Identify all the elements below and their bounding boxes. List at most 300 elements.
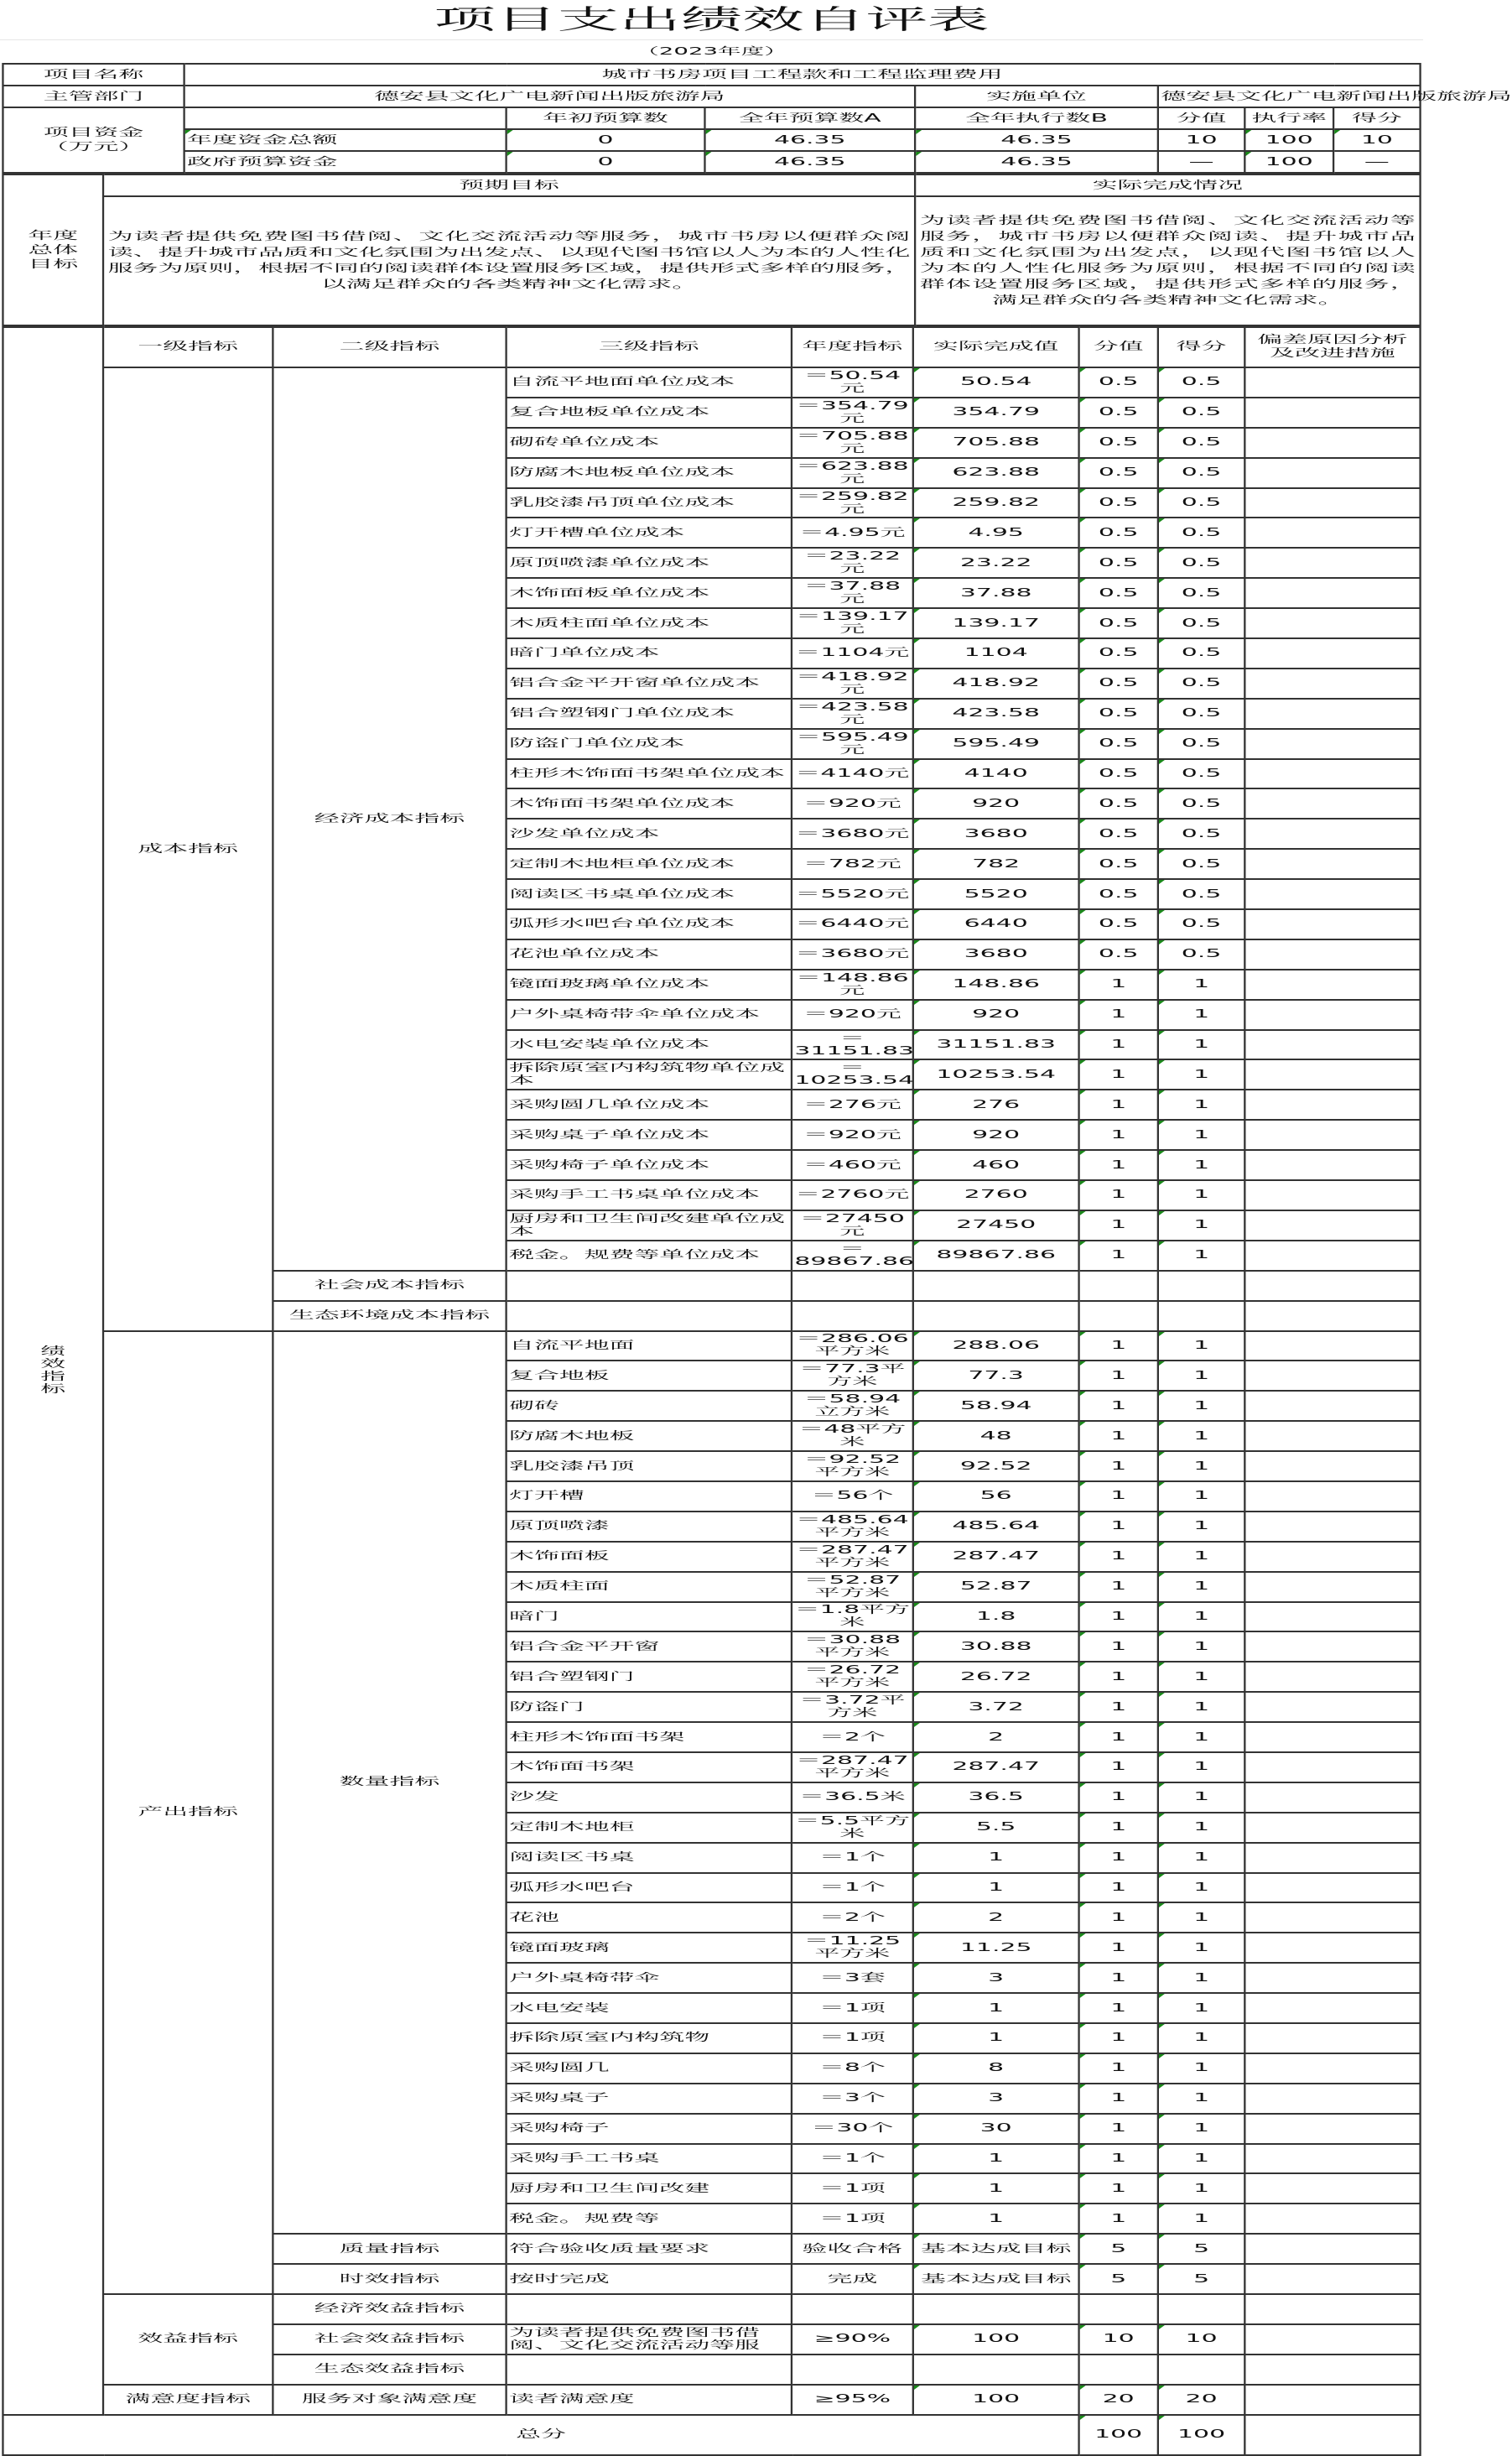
deviation-note	[1244, 1331, 1420, 1361]
score-got: 0.5	[1158, 939, 1244, 970]
score-value: 1	[1079, 1059, 1158, 1090]
actual-value: 3680	[913, 939, 1079, 970]
annual-target-text: ＝11.25平方米	[803, 1935, 901, 1961]
annual-target-text: ＝287.47平方米	[796, 1754, 909, 1780]
score-got: 5	[1158, 2234, 1244, 2264]
funds-header: 全年执行数B	[915, 107, 1158, 129]
score-got: 5	[1158, 2264, 1244, 2294]
actual-value: 37.88	[913, 578, 1079, 608]
project-name: 城市书房项目工程款和工程监理费用	[184, 64, 1421, 86]
level3-indicator-text: 采购桌子	[509, 2092, 610, 2105]
expected-goal-text: 为读者提供免费图书借阅、文化交流活动等服务，城市书房以便群众阅读、提升城市品质和文化氛围为出发点、以现代图书馆以人为本的人性化服务为原则，根据不同的阅读群体设置服务区域，提供形式多样的服务，以满足群众的各类精神文化需求。	[103, 196, 915, 325]
level3-indicator-text: 镜面玻璃单位成本	[509, 978, 710, 991]
funds-row-gov	[3, 151, 1420, 173]
deviation-note	[1244, 1030, 1420, 1060]
indicator-header	[273, 327, 506, 367]
level3-indicator-text: 自流平地面	[509, 1339, 635, 1352]
empty-cell	[792, 1301, 913, 1331]
deviation-note	[1244, 1662, 1420, 1692]
funds-row-label: 政府预算资金	[184, 151, 507, 173]
total-score-value: 100	[1079, 2415, 1158, 2455]
score-got: 1	[1158, 1602, 1244, 1632]
level3-indicator-text: 木饰面书架	[509, 1761, 635, 1774]
level3-indicator-text: 砌砖	[509, 1399, 559, 1413]
deviation-note	[1244, 428, 1420, 458]
actual-value: 3	[913, 2084, 1079, 2114]
deviation-note	[1244, 2053, 1420, 2084]
score-got: 0.5	[1158, 879, 1244, 909]
empty-cell	[507, 1271, 792, 1301]
score-value: 1	[1079, 2023, 1158, 2053]
annual-target	[792, 1180, 913, 1210]
annual-target	[792, 2053, 913, 2084]
annual-target	[792, 1150, 913, 1180]
score-got: 0.5	[1158, 729, 1244, 759]
score-got: 1	[1158, 1512, 1244, 1542]
annual-target	[792, 1059, 913, 1090]
deviation-note	[1244, 1602, 1420, 1632]
deviation-note	[1244, 729, 1420, 759]
level3-indicator	[507, 1662, 792, 1692]
annual-target	[792, 1963, 913, 1993]
level2-indicator: 服务对象满意度	[273, 2385, 506, 2415]
level3-indicator-text: 阅读区书桌单位成本	[509, 887, 735, 901]
score-value: 0.5	[1079, 939, 1158, 970]
level3-indicator-text: 原顶喷漆单位成本	[509, 556, 710, 570]
annual-target	[792, 458, 913, 488]
annual-target-text: ＝1个	[818, 1851, 886, 1865]
level3-indicator-text: 乳胶漆吊顶单位成本	[509, 497, 735, 509]
annual-target-text: ＝ 31151.83	[794, 1032, 915, 1058]
level3-indicator-text: 镜面玻璃	[509, 1941, 610, 1954]
actual-value: 30	[913, 2114, 1079, 2144]
actual-value: 26.72	[913, 1662, 1079, 1692]
annual-target-text: ＝276元	[803, 1098, 901, 1111]
score-value: 0.5	[1079, 458, 1158, 488]
goals-label-text: 年度总体目标	[28, 229, 79, 271]
deviation-note	[1244, 1631, 1420, 1662]
funds-row-label: 年度资金总额	[184, 129, 507, 151]
level3-indicator	[507, 1180, 792, 1210]
level3-indicator	[507, 939, 792, 970]
annual-target-text: ＝26.72平方米	[803, 1664, 901, 1690]
actual-value: 418.92	[913, 669, 1079, 699]
deviation-note	[1244, 1993, 1420, 2023]
score-value: 1	[1079, 1421, 1158, 1451]
deviation-note	[1244, 759, 1420, 789]
level3-indicator-text: 采购手工书桌单位成本	[509, 1189, 761, 1202]
actual-value: 5.5	[913, 1813, 1079, 1843]
level3-indicator-text: 户外桌椅带伞	[509, 1971, 660, 1985]
annual-target	[792, 2144, 913, 2174]
score-got: 10	[1158, 2324, 1244, 2355]
deviation-note	[1244, 939, 1420, 970]
actual-value: 460	[913, 1150, 1079, 1180]
actual-value: 4140	[913, 759, 1079, 789]
level3-indicator-text: 弧形水吧台	[509, 1881, 635, 1894]
level3-indicator	[507, 2023, 792, 2053]
funds-header: 分值	[1158, 107, 1244, 129]
dept-value: 德安县文化广电新闻出版旅游局	[184, 86, 916, 107]
level1-indicator: 产出指标	[103, 1331, 273, 2295]
score-value: 1	[1079, 1241, 1158, 1271]
deviation-note	[1244, 1782, 1420, 1813]
score-value: 1	[1079, 1180, 1158, 1210]
annual-target	[792, 788, 913, 819]
level3-indicator	[507, 1120, 792, 1150]
empty-cell	[1079, 1271, 1158, 1301]
empty-cell	[792, 2355, 913, 2385]
funds-annual: 46.35	[704, 129, 915, 151]
score-value: 5	[1079, 2264, 1158, 2294]
annual-target-text: ＝3个	[818, 2092, 886, 2105]
empty-cell	[1244, 1301, 1420, 1331]
actual-value: 100	[913, 2385, 1079, 2415]
level3-indicator-text: 弧形水吧台单位成本	[509, 918, 735, 931]
annual-target-text: ＝2个	[818, 1911, 886, 1924]
indicator-header	[507, 327, 792, 367]
annual-target-text: ≥95%	[813, 2393, 891, 2407]
annual-target	[792, 879, 913, 909]
deviation-note	[1244, 2204, 1420, 2234]
score-got: 1	[1158, 1241, 1244, 1271]
actual-value: 920	[913, 1120, 1079, 1150]
level3-indicator	[507, 1481, 792, 1512]
level3-indicator	[507, 1572, 792, 1602]
level3-indicator	[507, 788, 792, 819]
level3-indicator	[507, 1331, 792, 1361]
level1-indicator: 成本指标	[103, 367, 273, 1331]
empty-cell	[507, 2355, 792, 2385]
deviation-note	[1244, 2324, 1420, 2355]
annual-target	[792, 518, 913, 548]
level3-indicator	[507, 2264, 792, 2294]
deviation-note	[1244, 638, 1420, 669]
empty-cell	[1244, 1271, 1420, 1301]
actual-value: 2760	[913, 1180, 1079, 1210]
indicator-header-text: 偏差原因分析及改进措施	[1257, 334, 1408, 360]
score-value: 1	[1079, 2084, 1158, 2114]
level3-indicator	[507, 669, 792, 699]
score-got: 1	[1158, 1662, 1244, 1692]
total-note	[1244, 2415, 1420, 2455]
score-value: 1	[1079, 1813, 1158, 1843]
deviation-note	[1244, 398, 1420, 428]
level3-indicator-text: 防盗门	[509, 1700, 585, 1714]
level3-indicator	[507, 1993, 792, 2023]
annual-target-text: ＝30.88平方米	[803, 1634, 901, 1660]
dept-label: 主管部门	[3, 86, 184, 107]
score-value: 1	[1079, 1512, 1158, 1542]
level3-indicator	[507, 2144, 792, 2174]
annual-target-text: ＝27450元	[799, 1212, 905, 1238]
annual-target-text: ＝148.86元	[796, 971, 909, 997]
actual-value: 56	[913, 1481, 1079, 1512]
deviation-note	[1244, 1873, 1420, 1903]
deviation-note	[1244, 2023, 1420, 2053]
actual-value: 623.88	[913, 458, 1079, 488]
annual-target-text: ＝287.47平方米	[796, 1543, 909, 1569]
score-value: 0.5	[1079, 518, 1158, 548]
level2-indicator: 生态效益指标	[273, 2355, 506, 2385]
actual-value: 23.22	[913, 548, 1079, 578]
score-got: 0.5	[1158, 638, 1244, 669]
annual-target	[792, 548, 913, 578]
score-got: 0.5	[1158, 699, 1244, 729]
score-value: 0.5	[1079, 548, 1158, 578]
annual-target-text: ＝920元	[803, 1128, 901, 1142]
deviation-note	[1244, 2385, 1420, 2415]
annual-target	[792, 819, 913, 849]
annual-target	[792, 638, 913, 669]
level2-indicator: 质量指标	[273, 2234, 506, 2264]
score-got: 0.5	[1158, 458, 1244, 488]
level3-indicator-text: 定制木地柜	[509, 1821, 635, 1834]
expected-goal-header: 预期目标	[103, 174, 915, 196]
level3-indicator	[507, 428, 792, 458]
annual-target-text: ＝595.49元	[796, 731, 909, 757]
actual-value: 1	[913, 2204, 1079, 2234]
annual-target	[792, 2084, 913, 2114]
annual-target-text: ≥90%	[813, 2333, 891, 2346]
level3-indicator	[507, 1451, 792, 1481]
score-got: 1	[1158, 1873, 1244, 1903]
annual-target	[792, 1813, 913, 1843]
total-score-got: 100	[1158, 2415, 1244, 2455]
score-value: 1	[1079, 1210, 1158, 1241]
level3-indicator-text: 花池单位成本	[509, 948, 660, 961]
score-value: 1	[1079, 970, 1158, 1000]
level3-indicator-text: 灯开槽	[509, 1490, 585, 1503]
deviation-note	[1244, 2173, 1420, 2204]
actual-value: 5520	[913, 879, 1079, 909]
annual-target	[792, 1542, 913, 1572]
annual-target-text: ＝50.54元	[803, 369, 901, 395]
actual-value: 1.8	[913, 1602, 1079, 1632]
score-value: 1	[1079, 1843, 1158, 1873]
indicator-header	[913, 327, 1079, 367]
annual-target	[792, 759, 913, 789]
score-got: 0.5	[1158, 578, 1244, 608]
level3-indicator-text: 暗门单位成本	[509, 647, 660, 660]
score-got: 1	[1158, 2144, 1244, 2174]
annual-target	[792, 1902, 913, 1933]
level3-indicator	[507, 548, 792, 578]
level3-indicator	[507, 970, 792, 1000]
level3-indicator-text: 按时完成	[509, 2272, 610, 2286]
annual-target	[792, 488, 913, 518]
level3-indicator	[507, 1542, 792, 1572]
level3-indicator	[507, 1933, 792, 1963]
score-got: 0.5	[1158, 488, 1244, 518]
indicator-row	[3, 2385, 1420, 2415]
score-value: 1	[1079, 1572, 1158, 1602]
score-value: 1	[1079, 1451, 1158, 1481]
actual-value: 423.58	[913, 699, 1079, 729]
level3-indicator	[507, 1090, 792, 1120]
total-label: 总分	[3, 2415, 1078, 2455]
score-value: 1	[1079, 1030, 1158, 1060]
indicator-header-text: 一级指标	[138, 341, 238, 353]
empty-cell	[507, 2294, 792, 2324]
indicator-header	[1158, 327, 1244, 367]
score-value: 20	[1079, 2385, 1158, 2415]
funds-score: —	[1333, 151, 1421, 173]
deviation-note	[1244, 1451, 1420, 1481]
annual-target	[792, 1030, 913, 1060]
annual-target	[792, 729, 913, 759]
annual-target-text: ＝920元	[803, 1008, 901, 1022]
score-got: 1	[1158, 1451, 1244, 1481]
score-value: 0.5	[1079, 638, 1158, 669]
level3-indicator-text: 自流平地面单位成本	[509, 376, 735, 389]
score-value: 1	[1079, 1662, 1158, 1692]
actual-value: 288.06	[913, 1331, 1079, 1361]
indicator-header-text: 三级指标	[598, 341, 699, 353]
level3-indicator	[507, 1150, 792, 1180]
level3-indicator-text: 复合地板	[509, 1369, 610, 1382]
level3-indicator-text: 沙发单位成本	[509, 827, 660, 840]
deviation-note	[1244, 548, 1420, 578]
deviation-note	[1244, 1059, 1420, 1090]
annual-target	[792, 1481, 913, 1512]
funds-score-value: 10	[1158, 129, 1244, 151]
actual-value: 50.54	[913, 367, 1079, 398]
score-value: 0.5	[1079, 729, 1158, 759]
level3-indicator	[507, 367, 792, 398]
level3-indicator-text: 灯开槽单位成本	[509, 526, 685, 539]
funds-label	[3, 107, 184, 173]
deviation-note	[1244, 1090, 1420, 1120]
indicator-header	[1244, 327, 1420, 367]
funds-initial: 0	[507, 129, 705, 151]
level3-indicator-text: 采购椅子单位成本	[509, 1158, 710, 1172]
score-got: 0.5	[1158, 398, 1244, 428]
level3-indicator	[507, 1000, 792, 1030]
indicator-row	[3, 367, 1420, 398]
annual-target	[792, 1210, 913, 1241]
deviation-note	[1244, 1722, 1420, 1752]
score-value: 0.5	[1079, 488, 1158, 518]
empty-cell	[1079, 2294, 1158, 2324]
level3-indicator-text: 为读者提供免费图书借阅、文化交流活动等服	[509, 2326, 761, 2352]
total-row	[3, 2415, 1420, 2455]
funds-exec-rate: 100	[1244, 129, 1333, 151]
deviation-note	[1244, 2084, 1420, 2114]
annual-target-text: ＝1项	[818, 2212, 886, 2225]
annual-target-text: ＝37.88元	[803, 580, 901, 606]
actual-value: 1	[913, 1993, 1079, 2023]
actual-value: 287.47	[913, 1752, 1079, 1782]
actual-value: 276	[913, 1090, 1079, 1120]
impl-value: 德安县文化广电新闻出版旅游局	[1161, 90, 1512, 103]
score-got: 1	[1158, 1421, 1244, 1451]
level3-indicator-text: 暗门	[509, 1610, 559, 1623]
level3-indicator	[507, 2234, 792, 2264]
annual-target	[792, 1120, 913, 1150]
funds-header: 执行率	[1244, 107, 1333, 129]
score-got: 0.5	[1158, 669, 1244, 699]
page-title: 项目支出绩效自评表	[0, 0, 1423, 40]
deviation-note	[1244, 1000, 1420, 1030]
level3-indicator-text: 木质柱面单位成本	[509, 617, 710, 630]
empty-cell	[1244, 2355, 1420, 2385]
score-value: 1	[1079, 1963, 1158, 1993]
deviation-note	[1244, 2264, 1420, 2294]
funds-header: 全年预算数A	[704, 107, 915, 129]
deviation-note	[1244, 1752, 1420, 1782]
score-value: 1	[1079, 1782, 1158, 1813]
level3-indicator-text: 铝合金平开窗单位成本	[509, 677, 761, 690]
annual-target	[792, 398, 913, 428]
deviation-note	[1244, 879, 1420, 909]
annual-target	[792, 1421, 913, 1451]
deviation-note	[1244, 819, 1420, 849]
annual-target-text: ＝139.17元	[796, 611, 909, 637]
actual-value: 36.5	[913, 1782, 1079, 1813]
score-value: 0.5	[1079, 669, 1158, 699]
annual-target-text: ＝1项	[818, 2001, 886, 2015]
empty-cell	[507, 1301, 792, 1331]
score-got: 1	[1158, 1993, 1244, 2023]
deviation-note	[1244, 1361, 1420, 1391]
level3-indicator	[507, 1782, 792, 1813]
score-value: 0.5	[1079, 759, 1158, 789]
annual-target-text: ＝23.22元	[803, 550, 901, 576]
indicators-label-text: 绩效指标	[40, 1345, 66, 1397]
level3-indicator	[507, 759, 792, 789]
actual-value: 基本达成目标	[913, 2234, 1079, 2264]
level3-indicator	[507, 1030, 792, 1060]
actual-value: 3	[913, 1963, 1079, 1993]
deviation-note	[1244, 1421, 1420, 1451]
deviation-note	[1244, 1512, 1420, 1542]
score-got: 1	[1158, 1933, 1244, 1963]
annual-target	[792, 1692, 913, 1722]
score-value: 0.5	[1079, 367, 1158, 398]
annual-target	[792, 2204, 913, 2234]
funds-label-text: 项目资金（万元）	[43, 127, 144, 154]
annual-target-text: ＝36.5米	[799, 1791, 906, 1804]
funds-executed: 46.35	[915, 151, 1158, 173]
deviation-note	[1244, 578, 1420, 608]
deviation-note	[1244, 909, 1420, 939]
level2-indicator: 经济成本指标	[273, 367, 506, 1271]
empty-cell	[913, 1271, 1079, 1301]
level3-indicator-text: 拆除原室内构筑物	[509, 2032, 710, 2045]
annual-target-text: ＝6440元	[795, 918, 910, 931]
score-got: 1	[1158, 1331, 1244, 1361]
annual-target-text: ＝623.88元	[796, 460, 909, 486]
score-got: 1	[1158, 1843, 1244, 1873]
level3-indicator	[507, 909, 792, 939]
annual-target	[792, 1572, 913, 1602]
level3-indicator-text: 乳胶漆吊顶	[509, 1460, 635, 1473]
annual-target-text: ＝56个	[811, 1490, 894, 1503]
empty-cell	[913, 1301, 1079, 1331]
project-name-label: 项目名称	[3, 64, 184, 86]
annual-target	[792, 2234, 913, 2264]
level3-indicator-text: 厨房和卫生间改建单位成本	[509, 1212, 785, 1238]
score-value: 1	[1079, 1331, 1158, 1361]
annual-target	[792, 1090, 913, 1120]
score-got: 1	[1158, 1631, 1244, 1662]
funds-annual: 46.35	[704, 151, 915, 173]
level3-indicator-text: 铝合金平开窗	[509, 1640, 660, 1653]
level3-indicator-text: 水电安装	[509, 2001, 610, 2015]
empty-cell	[1079, 2355, 1158, 2385]
level3-indicator	[507, 2204, 792, 2234]
